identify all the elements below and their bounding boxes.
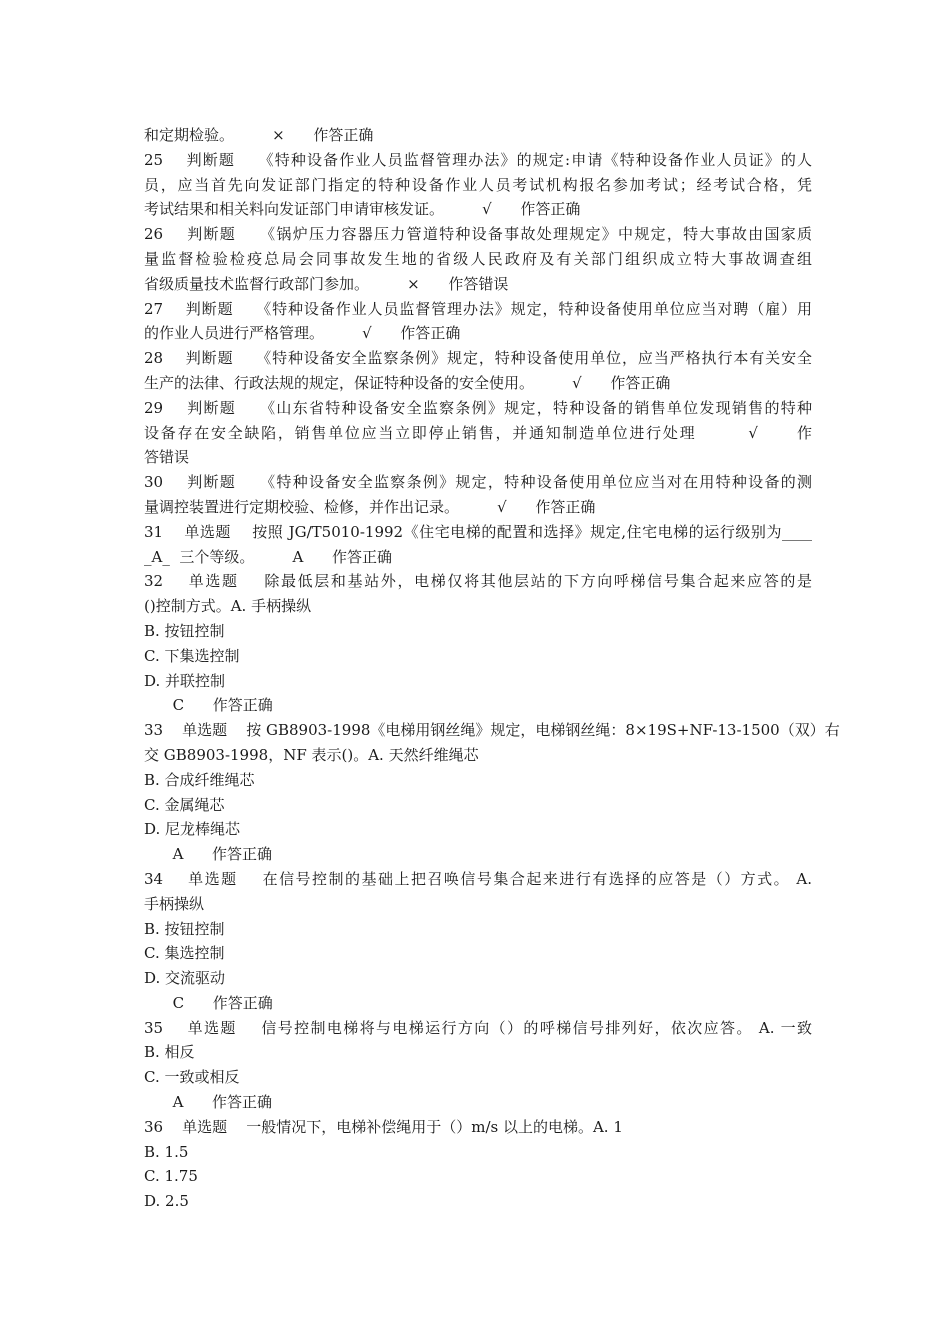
text-line: C. 集选控制 bbox=[144, 944, 225, 963]
text-line: 员，应当首先向发证部门指定的特种设备作业人员考试机构报名参加考试；经考试合格，凭 bbox=[144, 175, 812, 194]
text-line: 量调控装置进行定期校验、检修，并作出记录。 √ 作答正确 bbox=[144, 497, 596, 516]
text-line: 考试结果和相关料向发证部门申请审核发证。 √ 作答正确 bbox=[144, 200, 581, 219]
text-line: B. 合成纤维绳芯 bbox=[144, 770, 255, 789]
text-line: A 作答正确 bbox=[144, 1093, 273, 1112]
text-line: 34 单选题 在信号控制的基础上把召唤信号集合起来进行有选择的应答是（）方式。 A. bbox=[144, 869, 812, 888]
text-line: C 作答正确 bbox=[144, 993, 273, 1012]
text-line: 手柄操纵 bbox=[144, 894, 205, 913]
text-line: B. 1.5 bbox=[144, 1142, 189, 1161]
text-line: _A_ 三个等级。 A 作答正确 bbox=[144, 547, 392, 566]
text-line: 设备存在安全缺陷，销售单位应当立即停止销售，并通知制造单位进行处理 √ 作 bbox=[144, 423, 812, 442]
text-line: 的作业人员进行严格管理。 √ 作答正确 bbox=[144, 324, 461, 343]
text-line: 28 判断题 《特种设备安全监察条例》规定，特种设备使用单位，应当严格执行本有关安全 bbox=[144, 349, 812, 368]
text-line: B. 相反 bbox=[144, 1043, 195, 1062]
text-line: 和定期检验。 × 作答正确 bbox=[144, 126, 374, 144]
text-line: 30 判断题 《特种设备安全监察条例》规定，特种设备使用单位应当对在用特种设备的测 bbox=[144, 473, 812, 492]
text-line: C. 一致或相反 bbox=[144, 1068, 240, 1087]
text-line: 25 判断题 《特种设备作业人员监督管理办法》的规定:申请《特种设备作业人员证》的人 bbox=[144, 150, 812, 169]
text-line: C. 下集选控制 bbox=[144, 646, 240, 665]
text-line: A 作答正确 bbox=[144, 845, 273, 864]
text-line: 省级质量技术监督行政部门参加。 × 作答错误 bbox=[144, 274, 509, 293]
text-line: 36 单选题 一般情况下，电梯补偿绳用于（）m/s 以上的电梯。A. 1 bbox=[144, 1117, 623, 1136]
text-line: B. 按钮控制 bbox=[144, 621, 225, 640]
text-line: B. 按钮控制 bbox=[144, 919, 225, 938]
text-line: D. 尼龙棒绳芯 bbox=[144, 820, 241, 839]
text-line: 33 单选题 按 GB8903-1998《电梯用钢丝绳》规定，电梯钢丝绳：8×19S+NF-13-1500（双）右 bbox=[144, 721, 840, 740]
text-line: 31 单选题 按照 JG/T5010-1992《住宅电梯的配置和选择》规定,住宅电梯的运行级别为____ bbox=[144, 522, 812, 541]
text-line: C 作答正确 bbox=[144, 696, 273, 715]
text-line: D. 并联控制 bbox=[144, 671, 226, 690]
text-line: 量监督检验检疫总局会同事故发生地的省级人民政府及有关部门组织成立特大事故调查组 bbox=[144, 249, 812, 268]
text-line: 29 判断题 《山东省特种设备安全监察条例》规定，特种设备的销售单位发现销售的特种 bbox=[144, 398, 812, 417]
text-line: 答错误 bbox=[144, 448, 190, 467]
text-line: 交 GB8903-1998，NF 表示()。A. 天然纤维绳芯 bbox=[144, 745, 479, 764]
document-page bbox=[144, 123, 840, 1214]
text-line: 26 判断题 《锅炉压力容器压力管道特种设备事故处理规定》中规定，特大事故由国家质 bbox=[144, 225, 812, 244]
text-line: 27 判断题 《特种设备作业人员监督管理办法》规定，特种设备使用单位应当对聘（雇）用 bbox=[144, 299, 812, 318]
text-line: 32 单选题 除最低层和基站外，电梯仅将其他层站的下方向呼梯信号集合起来应答的是 bbox=[144, 572, 812, 591]
text-line: C. 金属绳芯 bbox=[144, 795, 225, 814]
text-line: 生产的法律、行政法规的规定，保证特种设备的安全使用。 √ 作答正确 bbox=[144, 373, 671, 392]
text-line: 35 单选题 信号控制电梯将与电梯运行方向（）的呼梯信号排列好，依次应答。 A. 一致 bbox=[144, 1018, 812, 1037]
text-line: C. 1.75 bbox=[144, 1167, 198, 1186]
text-line: ()控制方式。A. 手柄操纵 bbox=[144, 597, 312, 616]
text-line: D. 交流驱动 bbox=[144, 969, 226, 988]
text-line: D. 2.5 bbox=[144, 1192, 189, 1211]
